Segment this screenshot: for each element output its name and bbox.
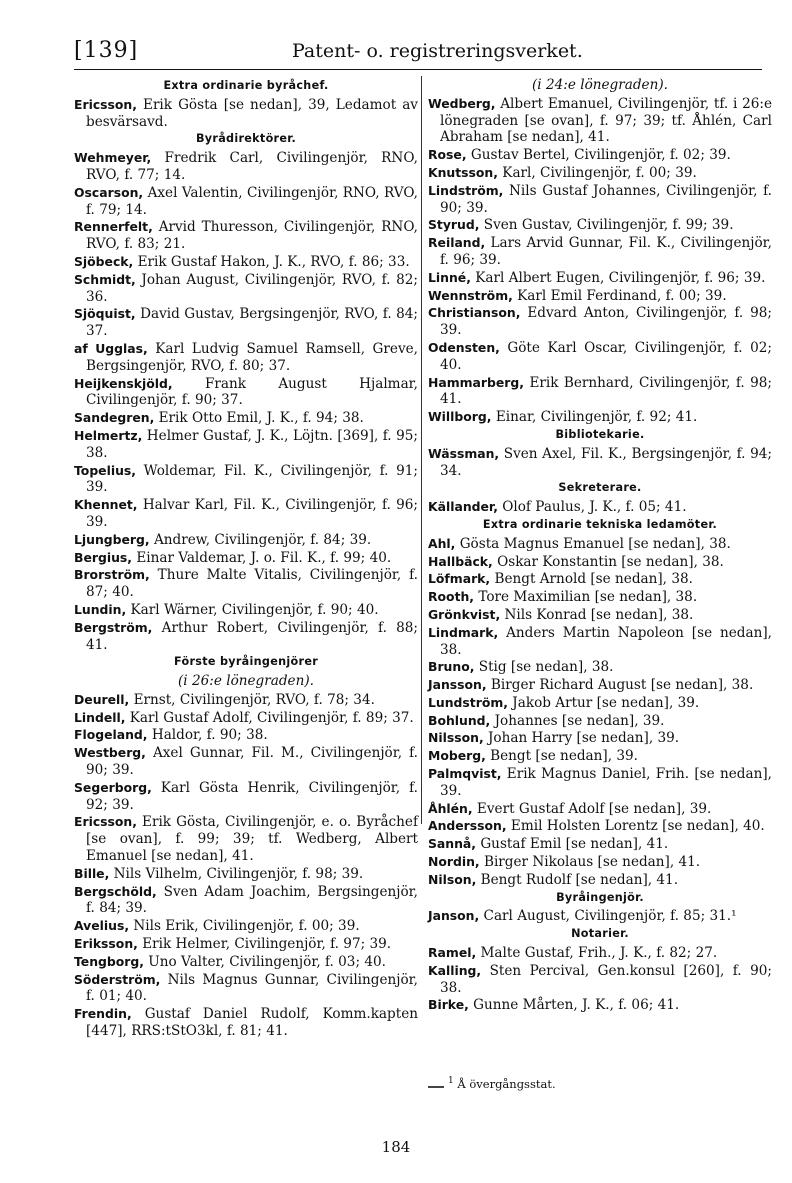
running-title: Patent- o. registreringsverket. <box>292 40 583 62</box>
list-item <box>74 692 418 709</box>
entry-surname: Ljungberg, <box>74 531 150 547</box>
entry-details: Karl Gustaf Adolf, Civilingenjör, f. 89; 37. <box>129 709 414 726</box>
entry-surname: Lundström, <box>428 694 508 710</box>
list-item <box>428 801 772 818</box>
section-subheading: (i 26:e lönegraden). <box>178 673 314 690</box>
entry-surname: Lindmark, <box>428 624 499 640</box>
entry-surname: Frendin, <box>74 1006 132 1022</box>
entry-surname: Palmqvist, <box>428 766 502 782</box>
list-item <box>428 659 772 676</box>
entry-details: Nils Erik, Civilingenjör, f. 00; 39. <box>133 918 360 935</box>
list-item <box>428 571 772 588</box>
entry-surname: Grönkvist, <box>428 606 501 622</box>
entry-surname: Bohlund, <box>428 712 491 728</box>
entry-details: Karl Gösta Henrik, Civilingenjör, f. 92; 39. <box>86 779 418 813</box>
column-divider <box>421 76 422 824</box>
entry-surname: Bille, <box>74 865 110 881</box>
entry-details: Erik Gustaf Hakon, J. K., RVO, f. 86; 33. <box>137 253 410 270</box>
entry-details: Malte Gustaf, Frih., J. K., f. 82; 27. <box>480 945 718 962</box>
entry-details: Sven Axel, Fil. K., Bergsingenjör, f. 94; 34. <box>440 445 772 479</box>
list-item <box>74 710 418 727</box>
list-item <box>74 936 418 953</box>
list-item <box>74 376 418 410</box>
entry-surname: Hallbäck, <box>428 553 493 569</box>
entry-details: Jakob Artur [se nedan], 39. <box>512 694 700 711</box>
entry-details: Erik Gösta, Civilingenjör, e. o. Byråchef [se ovan], f. 99; 39; tf. Wedberg, Albert Emanuel [se nedan], 41. <box>86 814 418 865</box>
list-item <box>74 727 418 744</box>
list-item <box>428 836 772 853</box>
entry-surname: Sannå, <box>428 836 476 852</box>
list-item <box>74 306 418 340</box>
entry-surname: Avelius, <box>74 918 130 934</box>
entry-surname: Rooth, <box>428 589 475 605</box>
entry-details: Arvid Thuresson, Civilingenjör, RNO, RVO, f. 83; 21. <box>86 219 418 253</box>
footnote-symbol-icon <box>428 1077 444 1088</box>
entry-surname: Willborg, <box>428 409 492 425</box>
section-heading: Byrådirektörer. <box>195 132 297 146</box>
list-item <box>428 147 772 164</box>
entry-details: Erik Magnus Daniel, Frih. [se nedan], 39. <box>440 766 772 799</box>
entry-details: Olof Paulus, J. K., f. 05; 41. <box>502 499 687 516</box>
list-item <box>74 918 418 935</box>
entry-details: Nils Konrad [se nedan], 38. <box>504 606 694 623</box>
entry-details: Johannes [se nedan], 39. <box>494 712 665 729</box>
entry-details: Nils Vilhelm, Civilingenjör, f. 98; 39. <box>113 865 364 882</box>
entry-details: Frank August Hjalmar, Civilingenjör, f. 90; 37. <box>86 375 418 409</box>
entry-surname: Heijkenskjöld, <box>74 375 173 391</box>
entry-surname: Brorström, <box>74 567 150 583</box>
entry-surname: Rose, <box>428 147 467 163</box>
entry-details: Evert Gustaf Adolf [se nedan], 39. <box>476 800 712 817</box>
entry-surname: Lundin, <box>74 601 127 617</box>
entry-surname: Westberg, <box>74 745 146 761</box>
list-item <box>428 96 772 146</box>
list-item <box>74 341 418 375</box>
entry-details: Carl August, Civilingenjör, f. 85; 31.¹ <box>483 908 737 925</box>
list-item <box>428 872 772 889</box>
footnote-text: Å övergångsstat. <box>457 1076 556 1091</box>
entry-details: Oskar Konstantin [se nedan], 38. <box>497 553 724 570</box>
list-item <box>428 217 772 234</box>
list-item <box>74 884 418 918</box>
list-item <box>74 410 418 427</box>
entry-details: Stig [se nedan], 38. <box>478 659 614 676</box>
entry-details: Gustaf Daniel Rudolf, Komm.kapten [447], RRS:tStO3kl, f. 81; 41. <box>86 1006 418 1040</box>
list-item <box>428 235 772 269</box>
section-heading: Bibliotekarie. <box>555 427 645 441</box>
entry-surname: Nordin, <box>428 854 480 870</box>
entry-details: Erik Otto Emil, J. K., f. 94; 38. <box>158 410 364 427</box>
list-item <box>74 567 418 601</box>
entry-surname: Knutsson, <box>428 164 498 180</box>
entry-details: Sten Percival, Gen.konsul [260], f. 90; 38. <box>440 962 772 996</box>
entry-surname: Moberg, <box>428 748 486 764</box>
entry-surname: Reiland, <box>428 235 486 251</box>
list-item <box>74 745 418 779</box>
list-item <box>428 165 772 182</box>
list-item <box>74 780 418 814</box>
entry-surname: Eriksson, <box>74 936 138 952</box>
entry-details: Axel Valentin, Civilingenjör, RNO, RVO, f. 79; 14. <box>86 184 418 218</box>
list-item <box>428 766 772 800</box>
list-item <box>428 589 772 606</box>
section-heading: Extra ordinarie tekniska ledamöter. <box>482 517 718 531</box>
list-item <box>428 818 772 835</box>
list-item <box>428 625 772 659</box>
section-heading: Sekreterare. <box>558 481 642 495</box>
entry-surname: Segerborg, <box>74 779 152 795</box>
entry-details: Erik Bernhard, Civilingenjör, f. 98; 41. <box>440 374 773 408</box>
list-item <box>428 446 772 480</box>
section-subheading: (i 24:e lönegraden). <box>532 77 668 93</box>
entry-details: Sven Gustav, Civilingenjör, f. 99; 39. <box>483 217 734 234</box>
entry-details: Axel Gunnar, Fil. M., Civilingenjör, f. 90; 39. <box>86 745 418 779</box>
entry-details: Tore Maximilian [se nedan], 38. <box>478 589 698 606</box>
entry-surname: Sjöbeck, <box>74 253 134 269</box>
list-item <box>428 677 772 694</box>
entry-surname: Wehmeyer, <box>74 150 152 166</box>
section-heading: Byråingenjör. <box>556 890 644 904</box>
entry-details: Karl Wärner, Civilingenjör, f. 90; 40. <box>130 601 379 618</box>
entry-surname: Flogeland, <box>74 727 148 743</box>
entry-details: Birger Richard August [se nedan], 38. <box>490 677 754 694</box>
footnote-marker: 1 <box>448 1076 454 1086</box>
list-item <box>74 866 418 883</box>
list-item <box>74 150 418 184</box>
entry-surname: Oscarson, <box>74 184 144 200</box>
list-item <box>428 340 772 374</box>
entry-details: Nils Gustaf Johannes, Civilingenjör, f. 90; 39. <box>440 182 772 216</box>
list-item <box>428 695 772 712</box>
entry-details: Karl Emil Ferdinand, f. 00; 39. <box>517 287 727 304</box>
entry-details: Johan Harry [se nedan], 39. <box>487 730 680 747</box>
list-item <box>428 409 772 426</box>
entry-details: Gustav Bertel, Civilingenjör, f. 02; 39. <box>470 147 731 164</box>
entry-details: Gösta Magnus Emanuel [se nedan], 38. <box>459 535 731 552</box>
header-rule <box>74 69 762 70</box>
footnote <box>428 1076 556 1091</box>
list-item <box>74 532 418 549</box>
section-heading: Extra ordinarie byråchef. <box>163 79 329 92</box>
list-item <box>428 288 772 305</box>
entry-surname: af Ugglas, <box>74 340 148 356</box>
entry-surname: Birke, <box>428 997 469 1013</box>
list-item <box>74 254 418 271</box>
list-item <box>428 713 772 730</box>
entry-details: Johan August, Civilingenjör, RVO, f. 82; 36. <box>86 271 418 305</box>
page-header <box>74 38 764 72</box>
list-item <box>428 854 772 871</box>
entry-details: Woldemar, Fil. K., Civilingenjör, f. 91; 39. <box>86 462 418 496</box>
list-item <box>428 554 772 571</box>
entry-details: Albert Emanuel, Civilingenjör, tf. i 26:e lönegraden [se ovan], f. 97; 39; tf. Åhlén, Carl Abraham [se nedan], 41. <box>440 95 772 146</box>
entry-details: Thure Malte Vitalis, Civilingenjör, f. 87; 40. <box>86 567 418 601</box>
entry-surname: Tengborg, <box>74 953 144 969</box>
entry-details: Bengt [se nedan], 39. <box>490 748 638 765</box>
entry-details: Fredrik Carl, Civilingenjör, RNO, RVO, f. 77; 14. <box>86 150 418 183</box>
list-item <box>428 499 772 516</box>
entry-details: Karl Ludvig Samuel Ramsell, Greve, Bergsingenjör, RVO, f. 80; 37. <box>86 340 418 374</box>
entry-details: Anders Martin Napoleon [se nedan], 38. <box>440 624 772 658</box>
entry-surname: Deurell, <box>74 691 130 707</box>
list-item <box>428 305 772 339</box>
entry-details: Lars Arvid Gunnar, Fil. K., Civilingenjör, f. 96; 39. <box>440 235 772 268</box>
list-item <box>428 183 772 217</box>
entry-surname: Åhlén, <box>428 800 473 816</box>
entry-details: Emil Holsten Lorentz [se nedan], 40. <box>510 818 765 835</box>
page-number: 184 <box>381 1138 411 1156</box>
list-item <box>74 814 418 864</box>
list-item <box>428 945 772 962</box>
entry-surname: Källander, <box>428 499 498 515</box>
entry-surname: Schmidt, <box>74 271 136 287</box>
entry-surname: Söderström, <box>74 971 161 987</box>
list-item <box>74 972 418 1006</box>
section-page-number: [139] <box>74 38 139 63</box>
entry-surname: Jansson, <box>428 677 487 693</box>
entry-details: Einar, Civilingenjör, f. 92; 41. <box>495 409 698 426</box>
list-item <box>428 607 772 624</box>
list-item <box>428 730 772 747</box>
list-item <box>74 272 418 306</box>
entry-details: Birger Nikolaus [se nedan], 41. <box>483 854 701 871</box>
entry-surname: Ramel, <box>428 945 477 961</box>
entry-details: Erik Helmer, Civilingenjör, f. 97; 39. <box>142 936 392 953</box>
entry-details: Gustaf Emil [se nedan], 41. <box>480 836 669 853</box>
entry-surname: Styrud, <box>428 217 480 233</box>
entry-surname: Wennström, <box>428 287 513 303</box>
entry-surname: Bergschöld, <box>74 883 157 899</box>
list-item <box>428 536 772 553</box>
entry-details: Gunne Mårten, J. K., f. 06; 41. <box>473 997 680 1014</box>
entry-surname: Hammarberg, <box>428 374 524 390</box>
entry-surname: Löfmark, <box>428 571 491 587</box>
entry-details: Haldor, f. 90; 38. <box>151 727 268 744</box>
entry-surname: Janson, <box>428 908 480 924</box>
left-column <box>74 77 418 1041</box>
entry-surname: Bergius, <box>74 549 132 565</box>
entry-surname: Wedberg, <box>428 95 496 111</box>
list-item <box>74 219 418 253</box>
section-heading: Notarier. <box>571 927 629 941</box>
entry-surname: Lindell, <box>74 709 126 725</box>
entry-surname: Bruno, <box>428 659 475 675</box>
list-item <box>74 602 418 619</box>
entry-surname: Ericsson, <box>74 814 137 830</box>
entry-surname: Andersson, <box>428 818 507 834</box>
entry-surname: Linné, <box>428 269 471 285</box>
entry-details: Erik Gösta [se nedan], 39, Ledamot av besvärsavd. <box>86 96 418 130</box>
entry-surname: Helmertz, <box>74 427 143 443</box>
entry-surname: Christianson, <box>428 305 521 321</box>
list-item <box>74 620 418 654</box>
entry-surname: Wässman, <box>428 445 500 461</box>
entry-surname: Topelius, <box>74 462 136 478</box>
list-item <box>428 908 772 925</box>
entry-details: Sven Adam Joachim, Bergsingenjör, f. 84; 39. <box>86 883 418 917</box>
list-item <box>428 375 772 409</box>
entry-surname: Bergström, <box>74 619 153 635</box>
entry-details: Helmer Gustaf, J. K., Löjtn. [369], f. 95; 38. <box>86 427 418 461</box>
entry-surname: Sjöquist, <box>74 306 136 322</box>
entry-surname: Nilson, <box>428 871 477 887</box>
entry-details: Bengt Rudolf [se nedan], 41. <box>480 871 679 888</box>
entry-surname: Nilsson, <box>428 730 484 746</box>
entry-details: David Gustav, Bergsingenjör, RVO, f. 84; 37. <box>86 306 418 340</box>
entry-surname: Khennet, <box>74 497 138 513</box>
entry-surname: Odensten, <box>428 339 500 355</box>
list-item <box>74 497 418 531</box>
list-item <box>74 428 418 462</box>
entry-details: Andrew, Civilingenjör, f. 84; 39. <box>153 531 372 548</box>
list-item <box>74 97 418 131</box>
list-item <box>74 954 418 971</box>
entry-details: Ernst, Civilingenjör, RVO, f. 78; 34. <box>133 691 375 708</box>
right-column <box>428 77 772 1015</box>
entry-details: Edvard Anton, Civilingenjör, f. 98; 39. <box>440 305 773 339</box>
list-item <box>74 463 418 497</box>
entry-details: Arthur Robert, Civilingenjör, f. 88; 41. <box>86 619 419 653</box>
entry-surname: Lindström, <box>428 182 504 198</box>
entry-details: Nils Magnus Gunnar, Civilingenjör, f. 01; 40. <box>86 971 418 1005</box>
entry-details: Einar Valdemar, J. o. Fil. K., f. 99; 40. <box>136 549 392 566</box>
list-item <box>74 1006 418 1040</box>
entry-surname: Ahl, <box>428 535 456 551</box>
list-item <box>428 270 772 287</box>
entry-details: Karl, Civilingenjör, f. 00; 39. <box>502 164 697 181</box>
entry-surname: Rennerfelt, <box>74 219 153 235</box>
section-heading: Förste byråingenjörer <box>173 655 319 669</box>
entry-surname: Ericsson, <box>74 96 137 112</box>
list-item <box>74 185 418 219</box>
entry-surname: Sandegren, <box>74 410 155 426</box>
entry-surname: Kalling, <box>428 962 482 978</box>
entry-details: Halvar Karl, Fil. K., Civilingenjör, f. 96; 39. <box>86 497 418 530</box>
entry-details: Karl Albert Eugen, Civilingenjör, f. 96; 39. <box>475 269 766 286</box>
list-item <box>428 748 772 765</box>
list-item <box>428 997 772 1014</box>
entry-details: Göte Karl Oscar, Civilingenjör, f. 02; 40. <box>440 339 773 373</box>
list-item <box>74 550 418 567</box>
entry-details: Bengt Arnold [se nedan], 38. <box>494 571 693 588</box>
list-item <box>428 963 772 997</box>
entry-details: Uno Valter, Civilingenjör, f. 03; 40. <box>148 953 386 970</box>
